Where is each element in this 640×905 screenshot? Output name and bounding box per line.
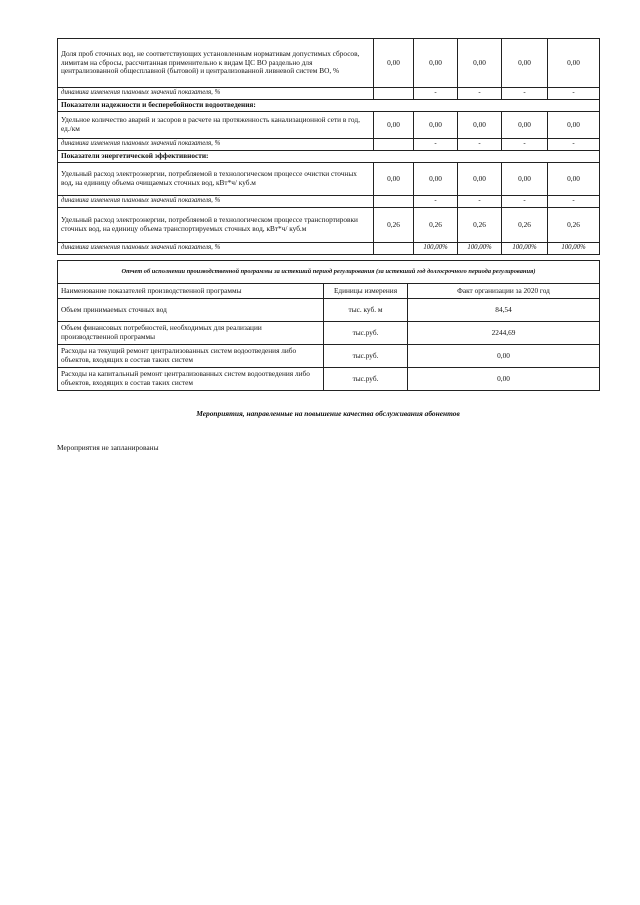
report-col-fact: Факт организации за 2020 год (408, 284, 600, 299)
value-cell: 0,00 (502, 39, 548, 88)
indicator-label: Удельный расход электроэнергии, потребляемой в технологическом процессе транспортировки сточных вод, на единицу объема транспортируемых сточных вод, кВт*ч/ куб.м (58, 208, 374, 243)
report-row-name: Объем принимаемых сточных вод (58, 299, 324, 322)
value-cell: 0,00 (548, 112, 600, 139)
value-cell: - (458, 196, 502, 208)
indicator-row (58, 163, 600, 196)
report-col-unit: Единицы измерения (324, 284, 408, 299)
value-cell: 100,00% (458, 243, 502, 255)
value-cell: 0,26 (374, 208, 414, 243)
value-cell (374, 196, 414, 208)
value-cell: 0,26 (502, 208, 548, 243)
report-row-fact: 2244,69 (408, 322, 600, 345)
value-cell: - (502, 196, 548, 208)
value-cell: 0,00 (548, 163, 600, 196)
dynamics-row (58, 196, 600, 208)
value-cell: 0,00 (458, 112, 502, 139)
report-row-name: Расходы на текущий ремонт централизованных систем водоотведения либо объектов, входящих в состав таких систем (58, 345, 324, 368)
value-cell: 0,00 (374, 163, 414, 196)
value-cell: 0,00 (548, 39, 600, 88)
indicator-label: Удельное количество аварий и засоров в расчете на протяженность канализационной сети в год, ед./км (58, 112, 374, 139)
value-cell: 0,00 (374, 39, 414, 88)
value-cell: 0,26 (548, 208, 600, 243)
value-cell: 0,00 (458, 39, 502, 88)
dynamics-label: динамика изменения плановых значений показателя, % (58, 139, 374, 151)
dynamics-label: динамика изменения плановых значений показателя, % (58, 196, 374, 208)
value-cell: 0,00 (374, 112, 414, 139)
report-row (58, 299, 600, 322)
report-row-fact: 0,00 (408, 368, 600, 391)
report-row-unit: тыс. куб. м (324, 299, 408, 322)
value-cell: 100,00% (548, 243, 600, 255)
section-header-row (58, 151, 600, 163)
events-text: Мероприятия не запланированы (57, 443, 159, 452)
report-row-name: Объем финансовых потребностей, необходимых для реализации производственной программы (58, 322, 324, 345)
value-cell: - (458, 139, 502, 151)
value-cell: - (548, 196, 600, 208)
value-cell: - (548, 88, 600, 100)
value-cell: - (502, 88, 548, 100)
indicators-table (57, 38, 600, 255)
section-header: Показатели энергетической эффективности: (58, 151, 600, 163)
value-cell: 0,00 (502, 112, 548, 139)
dynamics-row (58, 88, 600, 100)
report-row-unit: тыс.руб. (324, 322, 408, 345)
dynamics-row (58, 139, 600, 151)
report-row (58, 322, 600, 345)
indicator-row (58, 39, 600, 88)
dynamics-row (58, 243, 600, 255)
value-cell: 0,26 (458, 208, 502, 243)
report-caption: Отчет об исполнении производственной программы за истекший период регулирования (за истекший год долгосрочного периода регулирования) (58, 261, 600, 284)
indicator-row (58, 208, 600, 243)
value-cell: - (458, 88, 502, 100)
report-row-fact: 84,54 (408, 299, 600, 322)
value-cell: 0,00 (414, 112, 458, 139)
dynamics-label: динамика изменения плановых значений показателя, % (58, 243, 374, 255)
value-cell: - (414, 196, 458, 208)
value-cell: 0,00 (414, 163, 458, 196)
section-header: Показатели надежности и бесперебойности водоотведения: (58, 100, 600, 112)
report-row-name: Расходы на капитальный ремонт централизованных систем водоотведения либо объектов, входящих в состав таких систем (58, 368, 324, 391)
value-cell: - (414, 139, 458, 151)
section-header-row (58, 100, 600, 112)
value-cell: - (414, 88, 458, 100)
events-title: Мероприятия, направленные на повышение качества обслуживания абонентов (196, 409, 460, 418)
value-cell: 0,00 (458, 163, 502, 196)
indicator-label: Доля проб сточных вод, не соответствующих установленным нормативам допустимых сбросов, лимитам на сбросы, рассчитанная применительно к видам ЦС ВО раздельно для централизованной общесплавной (бытовой) и централизованной ливневой систем ВО, % (58, 39, 374, 88)
value-cell: - (548, 139, 600, 151)
value-cell (374, 139, 414, 151)
indicator-label: Удельный расход электроэнергии, потребляемой в технологическом процессе очистки сточных вод, на единицу объема очищаемых сточных вод, кВт*ч/ куб.м (58, 163, 374, 196)
value-cell: 100,00% (502, 243, 548, 255)
value-cell: 0,00 (414, 39, 458, 88)
value-cell: - (502, 139, 548, 151)
indicator-row (58, 112, 600, 139)
dynamics-label: динамика изменения плановых значений показателя, % (58, 88, 374, 100)
report-col-name: Наименование показателей производственной программы (58, 284, 324, 299)
value-cell (374, 243, 414, 255)
report-row-fact: 0,00 (408, 345, 600, 368)
report-table (57, 260, 600, 391)
report-row-unit: тыс.руб. (324, 345, 408, 368)
report-row-unit: тыс.руб. (324, 368, 408, 391)
value-cell (374, 88, 414, 100)
value-cell: 0,00 (502, 163, 548, 196)
report-row (58, 368, 600, 391)
value-cell: 0,26 (414, 208, 458, 243)
value-cell: 100,00% (414, 243, 458, 255)
report-row (58, 345, 600, 368)
